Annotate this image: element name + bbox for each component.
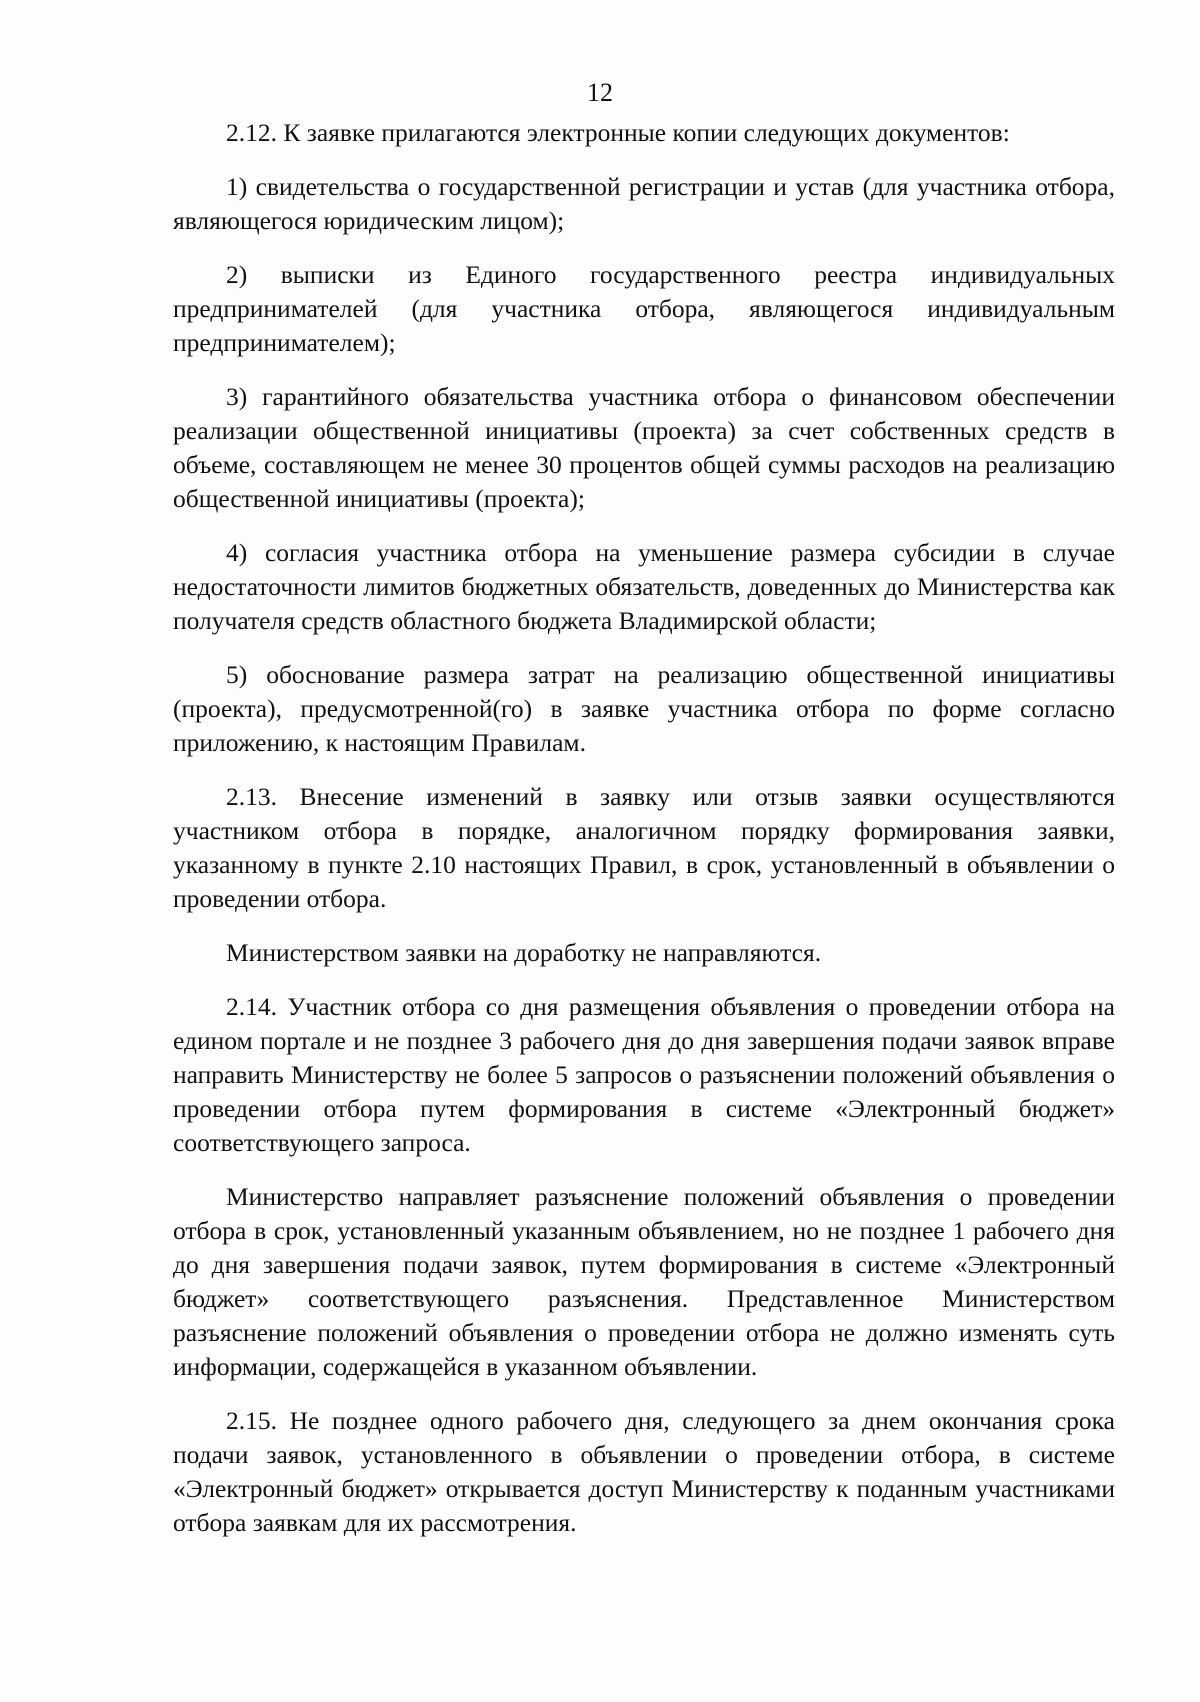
list-item-2: 2) выписки из Единого государственного реестра индивидуальных предпринимателей (для участника отбора, являющегося индивидуальным предпринимателем); <box>173 260 1115 357</box>
list-item-4: 4) согласия участника отбора на уменьшение размера субсидии в случае недостаточности лимитов бюджетных обязательств, доведенных до Министерства как получателя средств областного бюджета Владимирской области; <box>173 538 1115 635</box>
paragraph-2-15: 2.15. Не позднее одного рабочего дня, следующего за днем окончания срока подачи заявок, установленного в объявлении о проведении отбора, в системе «Электронный бюджет» открывается доступ Министерству к поданным участниками отбора заявкам для их рассмотрения. <box>173 1406 1115 1537</box>
list-item-1: 1) свидетельства о государственной регистрации и устав (для участника отбора, являющегося юридическим лицом); <box>173 172 1115 235</box>
paragraph-ministry-clarification: Министерство направляет разъяснение положений объявления о проведении отбора в срок, установленный указанным объявлением, но не позднее 1 рабочего дня до дня завершения подачи заявок, путем формирования в системе «Электронный бюджет» соответствующего разъяснения. Представленное Министерством разъяснение положений объявления о проведении отбора не должно изменять суть информации, содержащейся в указанном объявлении. <box>173 1182 1115 1381</box>
list-item-3: 3) гарантийного обязательства участника отбора о финансовом обеспечении реализации общественной инициативы (проекта) за счет собственных средств в объеме, составляющем не менее 30 процентов общей суммы расходов на реализацию общественной инициативы (проекта); <box>173 382 1115 513</box>
paragraph-2-13: 2.13. Внесение изменений в заявку или отзыв заявки осуществляются участником отбора в порядке, аналогичном порядку формирования заявки, указанному в пункте 2.10 настоящих Правил, в срок, установленный в объявлении о проведении отбора. <box>173 782 1115 913</box>
paragraph-2-14: 2.14. Участник отбора со дня размещения объявления о проведении отбора на едином портале и не позднее 3 рабочего дня до дня завершения подачи заявок вправе направить Министерству не более 5 запросов о разъяснении положений объявления о проведении отбора путем формирования в системе «Электронный бюджет» соответствующего запроса. <box>173 992 1115 1157</box>
paragraph-no-revision: Министерством заявки на доработку не направляются. <box>226 938 822 967</box>
document-body <box>173 116 1115 1560</box>
list-item-5: 5) обоснование размера затрат на реализацию общественной инициативы (проекта), предусмотренной(го) в заявке участника отбора по форме согласно приложению, к настоящим Правилам. <box>173 660 1115 757</box>
page-number: 12 <box>587 78 613 107</box>
paragraph-2-12: 2.12. К заявке прилагаются электронные копии следующих документов: <box>226 118 1010 147</box>
